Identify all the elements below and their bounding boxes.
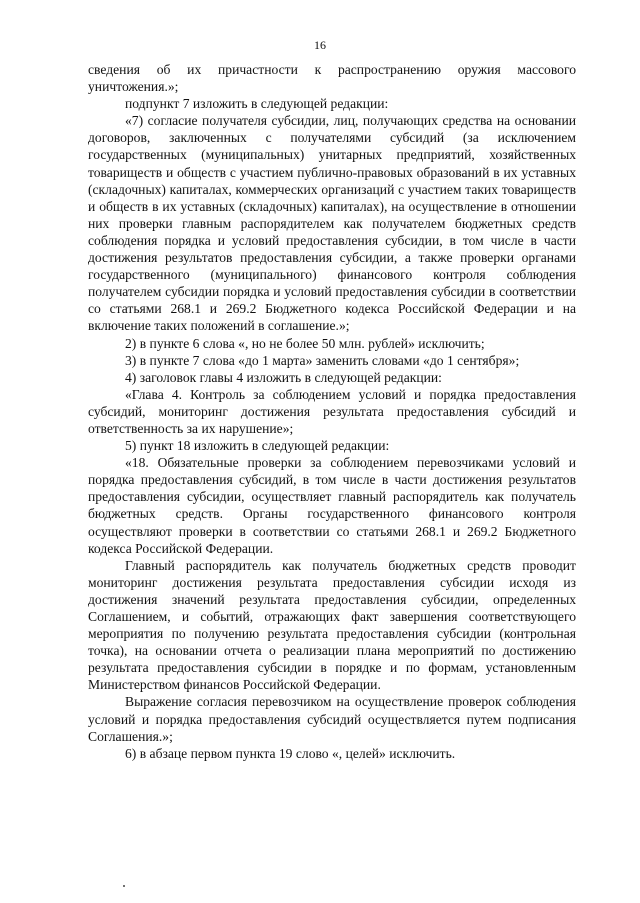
paragraph-continuation: сведения об их причастности к распространению оружия массового уничтожения.»; <box>88 62 576 95</box>
paragraph-subitem-7-text: «7) согласие получателя субсидии, лиц, получающих средства на основании договоров, заключенных с получателями субсидий (за исключением государственных (муниципальных) унитарных предприятий, хозяйственных товариществ и обществ с участием публично-правовых образований в их уставных (складочных) капиталах, коммерческих организаций с участием таких товариществ и обществ в их уставных (складочных) капиталах), на осуществление в отношении них проверки главным распорядителем как получателем бюджетных средств соблюдения порядка и условий предоставления субсидии, в том числе в части достижения результатов предоставления субсидии, а также проверки органами государственного (муниципального) финансового контроля соблюдения получателем субсидии порядка и условий предоставления субсидии в соответствии со статьями 268.1 и 269.2 Бюджетного кодекса Российской Федерации и на включение таких положений в соглашение.»; <box>88 113 576 334</box>
paragraph-chapter-4-title: «Глава 4. Контроль за соблюдением условий и порядка предоставления субсидий, мониторинг достижения результата предоставления субсидий и ответственность за их нарушение»; <box>88 386 576 436</box>
page-number: 16 <box>314 38 326 52</box>
paragraph-point-18: «18. Обязательные проверки за соблюдением перевозчиками условий и порядка предоставления субсидий, в том числе в части достижения результатов предоставления субсидии, осуществляет главный распорядитель как получатель бюджетных средств. Органы государственного финансового контроля осуществляют проверки в соответствии со статьями 268.1 и 269.2 Бюджетного кодекса Российской Федерации. <box>88 455 576 556</box>
paragraph-consent: Выражение согласия перевозчиком на осуществление проверок соблюдения условий и порядка предоставления субсидий осуществляется путем подписания Соглашения.»; <box>88 694 576 744</box>
scan-speck <box>123 885 125 887</box>
paragraph-item-2: 2) в пункте 6 слова «, но не более 50 млн. рублей» исключить; <box>125 335 485 351</box>
paragraph-item-3: 3) в пункте 7 слова «до 1 марта» заменить словами «до 1 сентября»; <box>125 352 520 368</box>
paragraph-item-6: 6) в абзаце первом пункта 19 слово «, целей» исключить. <box>125 745 456 761</box>
paragraph-item-5: 5) пункт 18 изложить в следующей редакции: <box>125 438 390 454</box>
paragraph-item-4: 4) заголовок главы 4 изложить в следующей редакции: <box>125 369 442 385</box>
document-body <box>88 61 576 762</box>
paragraph-monitoring: Главный распорядитель как получатель бюджетных средств проводит мониторинг достижения результата предоставления субсидии исходя из достижения значений результата предоставления субсидии, определенных Соглашением, и событий, отражающих факт завершения соответствующего мероприятия по получению результата предоставления субсидии (контрольная точка), на основании отчета о реализации плана мероприятий по достижению результата предоставления субсидии в порядке и по формам, установленным Министерством финансов Российской Федерации. <box>88 557 576 693</box>
paragraph-subitem-7-intro: подпункт 7 изложить в следующей редакции: <box>125 96 389 112</box>
